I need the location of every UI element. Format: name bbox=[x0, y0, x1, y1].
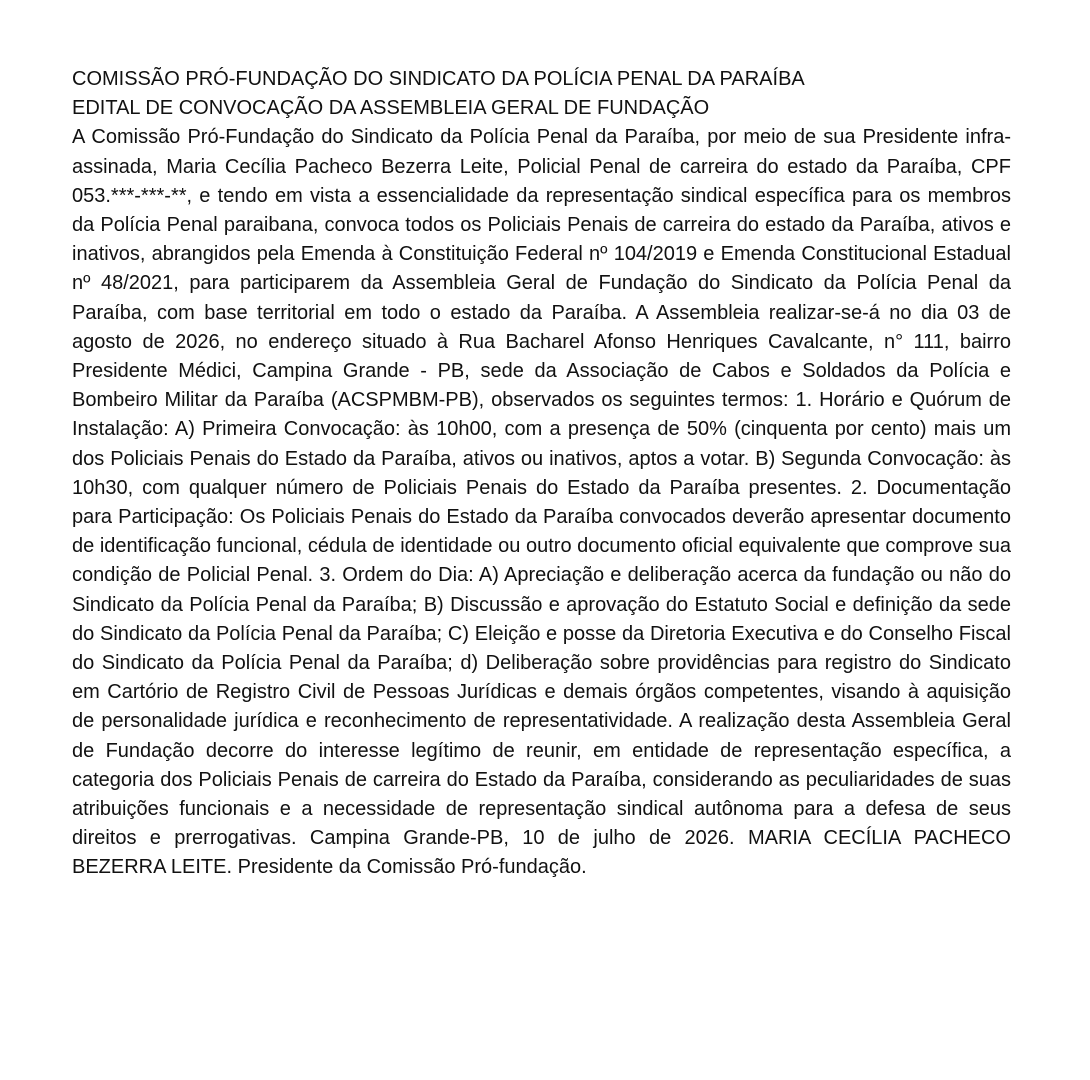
document-page bbox=[72, 65, 1011, 883]
document-body-text: A Comissão Pró-Fundação do Sindicato da Polícia Penal da Paraíba, por meio de sua Presidente infra-assinada, Maria Cecília Pacheco Bezerra Leite, Policial Penal de carreira do estado da Paraíba, CPF 053.***-***-**, e tendo em vista a essencialidade da representação sindical específica para os membros da Polícia Penal paraibana, convoca todos os Policiais Penais de carreira do estado da Paraíba, ativos e inativos, abrangidos pela Emenda à Constituição Federal nº 104/2019 e Emenda Constitucional Estadual nº 48/2021, para participarem da Assembleia Geral de Fundação do Sindicato da Polícia Penal da Paraíba, com base territorial em todo o estado da Paraíba. A Assembleia realizar-se-á no dia 03 de agosto de 2026, no endereço situado à Rua Bacharel Afonso Henriques Cavalcante, n° 111, bairro Presidente Médici, Campina Grande - PB, sede da Associação de Cabos e Soldados da Polícia e Bombeiro Militar da Paraíba (ACSPMBM-PB), observados os seguintes termos: 1. Horário e Quórum de Instalação: A) Primeira Convocação: às 10h00, com a presença de 50% (cinquenta por cento) mais um dos Policiais Penais do Estado da Paraíba, ativos ou inativos, aptos a votar. B) Segunda Convocação: às 10h30, com qualquer número de Policiais Penais do Estado da Paraíba presentes. 2. Documentação para Participação: Os Policiais Penais do Estado da Paraíba convocados deverão apresentar documento de identificação funcional, cédula de identidade ou outro documento oficial equivalente que comprove sua condição de Policial Penal. 3. Ordem do Dia: A) Apreciação e deliberação acerca da fundação ou não do Sindicato da Polícia Penal da Paraíba; B) Discussão e aprovação do Estatuto Social e definição da sede do Sindicato da Polícia Penal da Paraíba; C) Eleição e posse da Diretoria Executiva e do Conselho Fiscal do Sindicato da Polícia Penal da Paraíba; d) Deliberação sobre providências para registro do Sindicato em Cartório de Registro Civil de Pessoas Jurídicas e demais órgãos competentes, visando à aquisição de personalidade jurídica e reconhecimento de representatividade. A realização desta Assembleia Geral de Fundação decorre do interesse legítimo de reunir, em entidade de representação específica, a categoria dos Policiais Penais de carreira do Estado da Paraíba, considerando as peculiaridades de suas atribuições funcionais e a necessidade de representação sindical autônoma para a defesa de seus direitos e prerrogativas. Campina Grande-PB, 10 de julho de 2026. MARIA CECÍLIA PACHECO BEZERRA LEITE. Presidente da Comissão Pró-fundação. bbox=[72, 126, 1011, 879]
document-heading-commission: COMISSÃO PRÓ-FUNDAÇÃO DO SINDICATO DA POLÍCIA PENAL DA PARAÍBA bbox=[72, 68, 805, 90]
document-heading-edital: EDITAL DE CONVOCAÇÃO DA ASSEMBLEIA GERAL DE FUNDAÇÃO bbox=[72, 97, 710, 120]
